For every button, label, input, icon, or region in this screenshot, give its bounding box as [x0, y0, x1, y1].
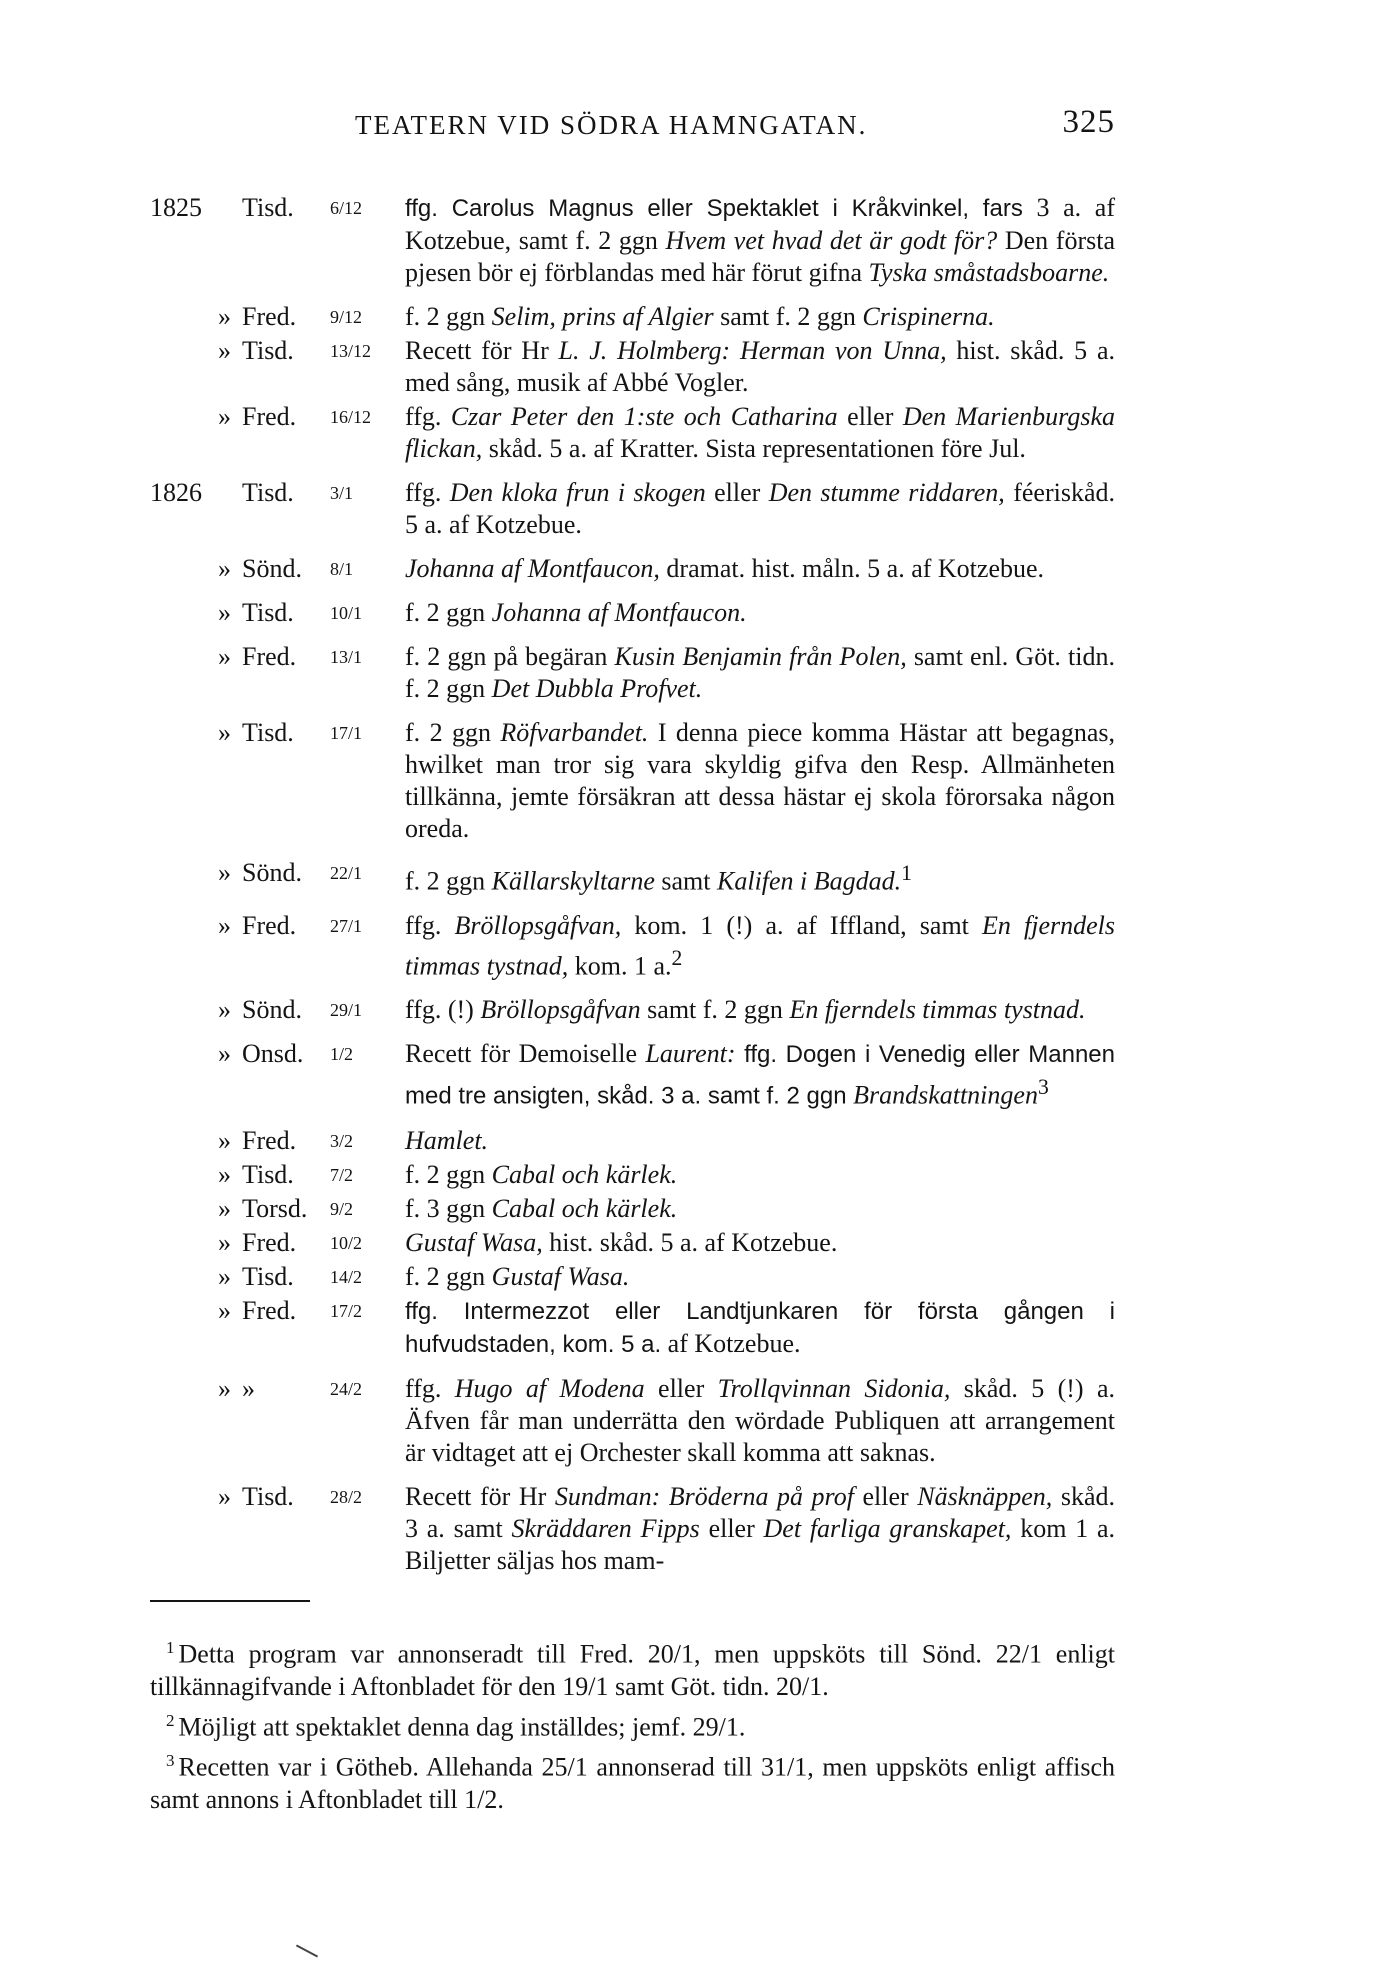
footnotes	[150, 1632, 1115, 1818]
entry-text-part: ffg.	[405, 478, 450, 507]
title-italic: Tyska småstadsboarne.	[868, 258, 1110, 287]
entry-text	[405, 335, 1115, 399]
title-italic: Sundman: Bröderna på prof	[554, 1481, 854, 1511]
entry-text-part: hist. skåd. 5 a. med sång, musik af Abbé Vogler.	[405, 336, 1115, 397]
entry-year	[150, 1193, 218, 1225]
entry-text	[405, 597, 1115, 629]
entry-text-part: hist. skåd. 5 a. af Kotzebue.	[542, 1227, 838, 1257]
entry-text-part: skåd. 3 a. samt	[405, 1481, 1115, 1543]
entry-row	[150, 553, 1115, 585]
footnote	[150, 1632, 1115, 1703]
title-italic: Gustaf Wasa.	[491, 1261, 630, 1291]
entry-text	[405, 1227, 1115, 1259]
entry-text	[405, 192, 1115, 289]
entry-year	[150, 1038, 218, 1113]
footnote-text: Möjligt att spektaklet denna dag inställdes; jemf. 29/1.	[178, 1712, 746, 1742]
title-italic: Hvem vet hvad det är godt för?	[665, 226, 998, 255]
title-italic: Röfvarbandet.	[500, 718, 649, 747]
entry-text	[405, 857, 1115, 898]
ditto-mark: »	[218, 1193, 231, 1223]
entry-year: 1825	[150, 193, 202, 222]
entry-weekday: Sönd.	[242, 995, 302, 1025]
entry-date: 22/1	[330, 863, 363, 883]
entry-date: 3/2	[330, 1130, 354, 1151]
footnote-text: Detta program var annonseradt till Fred. 20/1, men uppsköts till Sönd. 22/1 enligt tillkännagifvande i Aftonbladet för den 19/1 samt Göt. tidn. 20/1.	[150, 1639, 1115, 1701]
entry-weekday: Sönd.	[242, 858, 302, 887]
entry-date: 10/1	[330, 603, 363, 623]
title-italic: Källarskyltarne	[491, 866, 655, 896]
entry-text-part: samt	[654, 866, 717, 896]
entry-year	[150, 401, 218, 465]
entry-text	[405, 1038, 1115, 1113]
title-italic: En fjerndels timmas tystnad,	[405, 910, 1115, 981]
entry-row	[150, 717, 1115, 845]
footnote-ref: 3	[1037, 1075, 1049, 1100]
ditto-mark: »	[218, 336, 231, 365]
entry-text-part: Den första pjesen bör ej förblandas med här förut gifna	[405, 226, 1116, 287]
entry-date: 14/2	[330, 1266, 363, 1287]
entry-text-part: eller	[644, 1373, 718, 1403]
entry-text	[405, 1261, 1115, 1293]
entry-text-part: ffg.	[405, 402, 451, 431]
title-italic: En fjerndels timmas tystnad.	[789, 995, 1086, 1025]
entry-text	[405, 301, 1115, 333]
entry-text-part: ffg. (!)	[405, 995, 481, 1025]
entry-text	[405, 1193, 1115, 1225]
entry-date: 7/2	[330, 1164, 354, 1185]
entry-text-part: samt enl. Göt. tidn. f. 2 ggn	[405, 642, 1115, 703]
title-italic: Det Dubbla Profvet.	[491, 674, 703, 703]
entry-weekday: Tisd.	[242, 1159, 294, 1189]
footnote-text: Recetten var i Götheb. Allehanda 25/1 annonserad till 31/1, men uppsköts enligt affisch samt annons i Aftonbladet till 1/2.	[150, 1752, 1115, 1814]
entry-text-part: f. 2 ggn	[405, 1159, 492, 1189]
entry-text	[405, 1125, 1115, 1157]
title-italic: Gustaf Wasa,	[405, 1227, 543, 1257]
entry-weekday: Fred.	[242, 402, 297, 431]
entry-row	[150, 335, 1115, 399]
footnote-number: 2	[166, 1710, 175, 1730]
entry-text-part: ffg.	[405, 1373, 455, 1403]
entry-row	[150, 1038, 1115, 1113]
title-italic: Kusin Benjamin från Polen,	[614, 642, 907, 671]
entry-text	[405, 553, 1115, 585]
title-italic: Selim, prins af Algier	[491, 302, 714, 331]
entry-weekday: Tisd.	[242, 478, 294, 507]
entry-text-part: af Kotzebue.	[661, 1328, 801, 1358]
entry-weekday: Fred.	[242, 1227, 297, 1257]
entry-text-part: samt f. 2 ggn	[713, 302, 863, 331]
entry-weekday: Fred.	[242, 910, 297, 940]
title-italic: Skräddaren Fipps	[511, 1513, 700, 1543]
entry-year	[150, 335, 218, 399]
entry-year	[150, 641, 218, 705]
title-italic: Johanna af Montfaucon,	[405, 554, 660, 583]
entry-row	[150, 401, 1115, 465]
entry-text-part: skåd. 5 a. af Kratter. Sista representationen före Jul.	[482, 434, 1026, 463]
entry-date: 6/12	[330, 198, 363, 218]
ditto-mark: »	[218, 642, 231, 671]
title-italic: Brandskattningen	[853, 1080, 1038, 1110]
title-italic: Det farliga granskapet,	[763, 1513, 1012, 1543]
entry-text-part: eller	[705, 478, 769, 507]
entry-date: 13/1	[330, 647, 363, 667]
entry-weekday: Fred.	[242, 302, 297, 331]
entry-row	[150, 910, 1115, 983]
entry-date: 17/1	[330, 723, 363, 743]
entry-text-part: eller	[699, 1513, 764, 1543]
title-italic: Crispinerna.	[862, 302, 995, 331]
entry-date: 27/1	[330, 915, 363, 936]
ditto-mark: »	[218, 718, 231, 747]
entry-year	[150, 1373, 218, 1469]
entry-weekday: Tisd.	[242, 598, 294, 627]
entry-row	[150, 1481, 1115, 1577]
entry-date: 9/12	[330, 307, 363, 327]
entry-weekday: Tisd.	[242, 1481, 294, 1511]
entry-weekday: Torsd.	[242, 1193, 308, 1223]
entry-weekday: Fred.	[242, 642, 297, 671]
ditto-mark: »	[218, 910, 231, 940]
ditto-mark: »	[218, 402, 231, 431]
entry-text-part: f. 2 ggn	[405, 598, 492, 627]
entry-text-sans: ffg. Carolus Magnus eller Spektaklet i Kråkvinkel, fars	[405, 195, 1023, 222]
entry-text-part: dramat. hist. måln. 5 a. af Kotzebue.	[659, 554, 1045, 583]
entry-text	[405, 1295, 1115, 1361]
ditto-mark: »	[218, 302, 231, 331]
entry-weekday: Tisd.	[242, 1261, 294, 1291]
entry-row	[150, 1125, 1115, 1157]
footnote	[150, 1745, 1115, 1816]
title-italic: Cabal och kärlek.	[491, 1159, 678, 1189]
footnote	[150, 1705, 1115, 1744]
entry-year	[150, 1227, 218, 1259]
title-italic: Bröllopsgåfvan	[480, 995, 641, 1025]
ditto-mark: »	[218, 1227, 231, 1257]
title-italic: Trollqvinnan Sidonia,	[717, 1373, 951, 1403]
ditto-mark: »	[218, 858, 231, 887]
entry-year	[150, 301, 218, 333]
title-italic: Den kloka frun i skogen	[449, 478, 706, 507]
title-italic: Kalifen i Bagdad.	[717, 866, 902, 896]
entry-weekday: Onsd.	[242, 1039, 304, 1069]
page-number: 325	[1062, 104, 1115, 140]
entry-date: 1/2	[330, 1044, 354, 1065]
entry-date: 3/1	[330, 483, 354, 503]
entry-text	[405, 994, 1115, 1026]
entry-text-part: féeriskåd. 5 a. af Kotzebue.	[405, 478, 1115, 539]
entry-year	[150, 597, 218, 629]
entry-year	[150, 1159, 218, 1191]
entry-date: 28/2	[330, 1486, 363, 1507]
entry-row	[150, 1373, 1115, 1469]
title-italic: Bröllopsgåfvan,	[454, 910, 622, 940]
entry-text-part: samt f. 2 ggn	[640, 995, 790, 1025]
title-italic: Cabal och kärlek.	[491, 1193, 678, 1223]
entry-text-part: Recett för Hr	[405, 1481, 555, 1511]
entry-date: 17/2	[330, 1300, 363, 1321]
title-italic: Johanna af Montfaucon.	[491, 598, 747, 627]
entry-date: 13/12	[330, 341, 372, 361]
entry-year	[150, 857, 218, 898]
entry-weekday: »	[242, 1373, 255, 1403]
entry-date: 24/2	[330, 1378, 363, 1399]
entry-weekday: Sönd.	[242, 554, 302, 583]
footnote-ref: 1	[901, 861, 912, 885]
entry-text-part: kom 1 a. Biljetter säljas hos mam-	[405, 1513, 1116, 1575]
entry-text	[405, 641, 1115, 705]
footnote-number: 3	[166, 1751, 175, 1771]
ditto-mark: »	[218, 1125, 231, 1155]
entry-year	[150, 1261, 218, 1293]
title-italic: Hamlet.	[405, 1125, 489, 1155]
entry-row	[150, 597, 1115, 629]
entry-year	[150, 1125, 218, 1157]
footnote-number: 1	[166, 1638, 175, 1657]
entry-row	[150, 1227, 1115, 1259]
title-italic: Den Marienburgska flickan,	[405, 402, 1115, 463]
entry-row	[150, 1159, 1115, 1191]
entry-row	[150, 994, 1115, 1026]
entry-text	[405, 717, 1115, 845]
entry-row	[150, 641, 1115, 705]
entry-text-part: I denna piece komma Hästar att begagnas, hwilket man tror sig vara skyldig gifva den Resp. Allmänheten tillkänna, jemte försäkran att dessa hästar ej skola förorsaka någon oreda.	[405, 718, 1115, 843]
entry-text-part: Recett för Demoiselle	[405, 1039, 646, 1069]
entry-year	[150, 994, 218, 1026]
entry-weekday: Tisd.	[242, 718, 294, 747]
entry-weekday: Tisd.	[242, 336, 294, 365]
entry-text-part: ffg.	[405, 910, 455, 940]
entry-text	[405, 910, 1115, 983]
entry-text-part: f. 2 ggn	[405, 866, 492, 896]
title-italic: Hugo af Modena	[454, 1373, 645, 1403]
entry-row	[150, 192, 1115, 289]
entry-text-part: eller	[837, 402, 903, 431]
entry-date: 29/1	[330, 1000, 363, 1021]
entry-text-part: kom. 1 a.	[568, 951, 672, 981]
entry-year	[150, 717, 218, 845]
entry-text-sans: ffg. Intermezzot eller Landtjunkaren för första gången i hufvudstaden, kom. 5 a.	[405, 1297, 1115, 1358]
title-italic: Czar Peter den 1:ste och Catharina	[450, 402, 838, 431]
ditto-mark: »	[218, 1039, 231, 1069]
entry-text-part: f. 2 ggn	[405, 302, 492, 331]
entry-text-part: skåd. 5 (!) a. Äfven får man underrätta den wördade Publiquen att arrangement är vidtaget att ej Orchester skall komma att saknas.	[405, 1373, 1115, 1467]
entry-year: 1826	[150, 478, 202, 507]
ditto-mark	[218, 192, 242, 289]
ditto-mark: »	[218, 995, 231, 1025]
entry-text-part: f. 2 ggn på begäran	[405, 642, 615, 671]
entry-date: 16/12	[330, 407, 372, 427]
running-title: TEATERN VID SÖDRA HAMNGATAN.	[355, 110, 868, 140]
entry-text	[405, 401, 1115, 465]
ditto-mark: »	[218, 1295, 231, 1325]
entry-year	[150, 553, 218, 585]
ditto-mark: »	[218, 598, 231, 627]
title-italic: L. J. Holmberg: Herman von Unna,	[558, 336, 947, 365]
entry-text-part: eller	[853, 1481, 918, 1511]
footnote-ref: 2	[671, 945, 683, 970]
entry-year	[150, 1295, 218, 1361]
entry-date: 10/2	[330, 1232, 363, 1253]
entry-text-part: Recett för Hr	[405, 336, 559, 365]
title-italic: Den stumme riddaren,	[768, 478, 1005, 507]
entry-weekday: Fred.	[242, 1125, 297, 1155]
entry-year	[150, 910, 218, 983]
ditto-mark: »	[218, 1261, 231, 1291]
performance-list	[150, 192, 1115, 1579]
entry-date: 8/1	[330, 559, 354, 579]
stray-mark	[296, 1944, 318, 1957]
title-italic: Näsknäppen,	[917, 1481, 1053, 1511]
ditto-mark: »	[218, 1373, 231, 1403]
entry-year	[150, 1481, 218, 1577]
ditto-mark: »	[218, 554, 231, 583]
entry-row	[150, 857, 1115, 898]
title-italic: Laurent:	[645, 1039, 736, 1069]
ditto-mark: »	[218, 1159, 231, 1189]
entry-text-part: 3 a. af Kotzebue, samt f. 2 ggn	[405, 193, 1115, 255]
entry-text-part: f. 2 ggn	[405, 718, 501, 747]
entry-date: 9/2	[330, 1198, 354, 1219]
entry-weekday: Tisd.	[242, 193, 294, 222]
footnote-rule	[150, 1600, 310, 1602]
entry-text	[405, 1373, 1115, 1469]
entry-row	[150, 1295, 1115, 1361]
entry-text-part: f. 2 ggn	[405, 1261, 492, 1291]
entry-text	[405, 1159, 1115, 1191]
entry-row	[150, 1193, 1115, 1225]
entry-text-part: kom. 1 (!) a. af Iffland, samt	[621, 910, 983, 940]
entry-text-sans: ffg. Dogen i Venedig eller Mannen med tre ansigten, skåd. 3 a. samt f. 2 ggn	[405, 1041, 1115, 1110]
entry-text	[405, 1481, 1115, 1577]
ditto-mark	[218, 477, 242, 541]
entry-text	[405, 477, 1115, 541]
entry-row	[150, 1261, 1115, 1293]
entry-weekday: Fred.	[242, 1295, 297, 1325]
entry-row	[150, 301, 1115, 333]
entry-row	[150, 477, 1115, 541]
ditto-mark: »	[218, 1481, 231, 1511]
entry-text-part: f. 3 ggn	[405, 1193, 492, 1223]
